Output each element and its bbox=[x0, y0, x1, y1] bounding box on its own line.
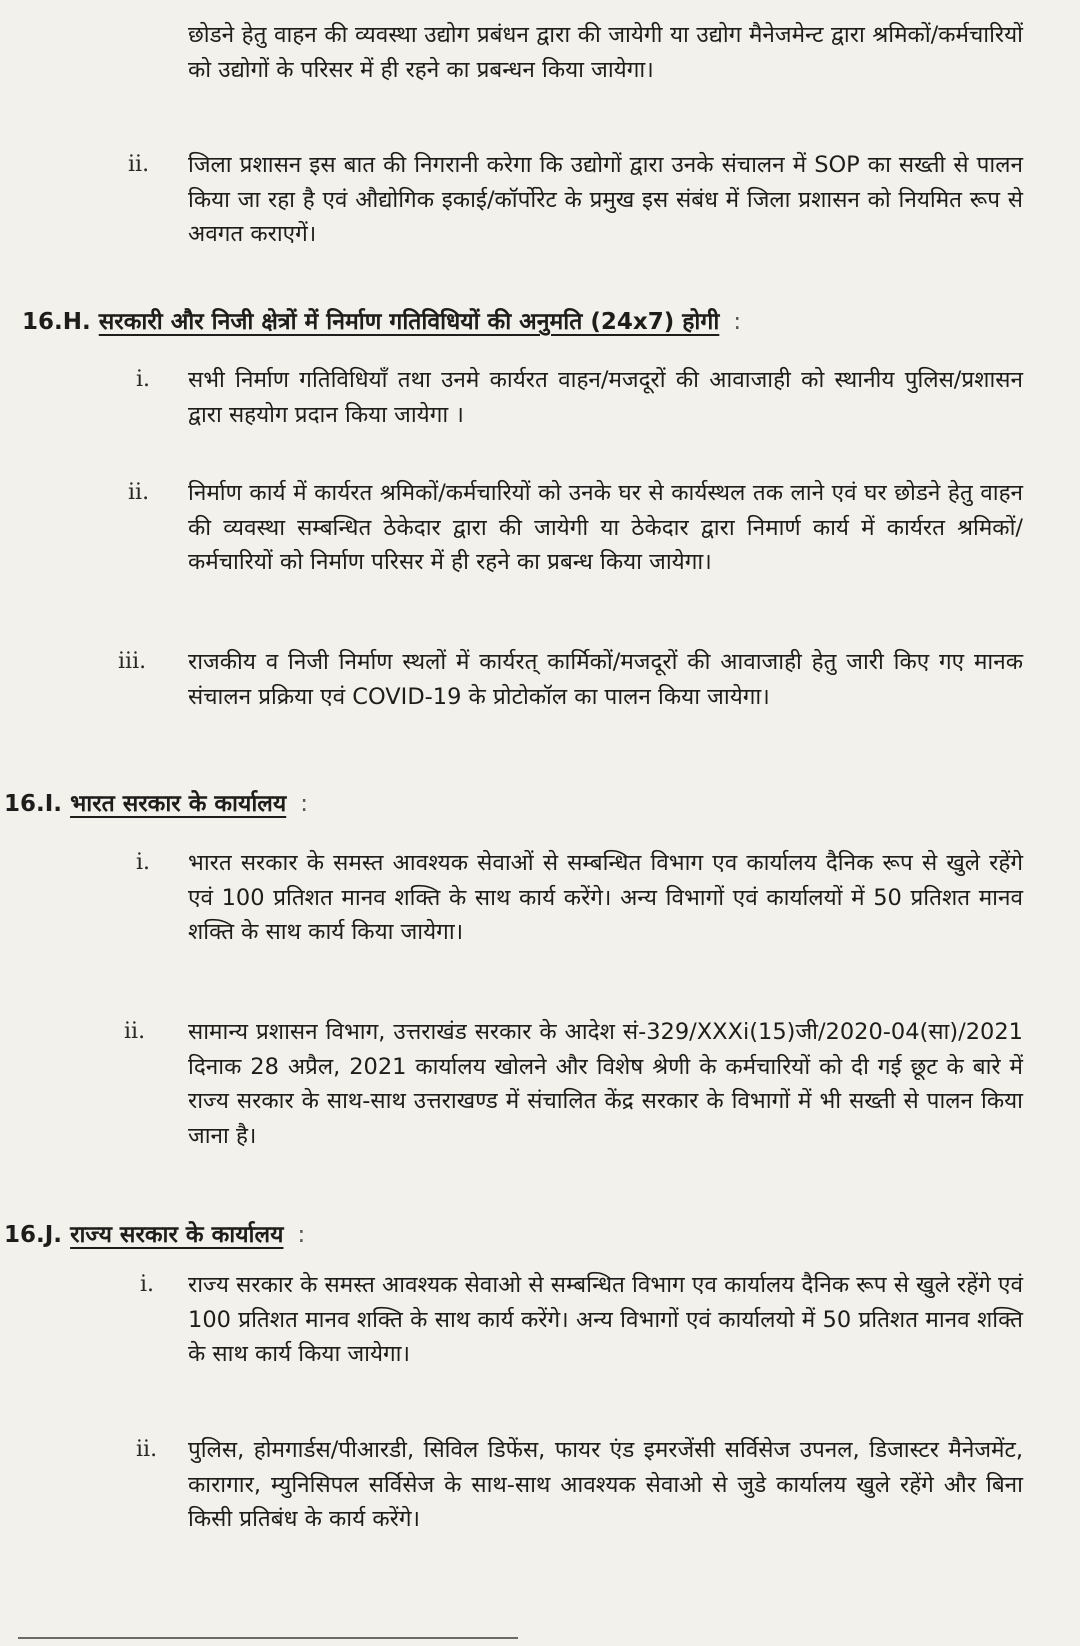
section-heading-16j bbox=[4, 1218, 305, 1252]
continued-paragraph: छोडने हेतु वाहन की व्यवस्था उद्योग प्रबंधन द्वारा की जायेगी या उद्योग मैनेजमेन्ट द्वारा श्रमिकों/कर्मचारियों को उद्योगों के परिसर में ही रहने का प्रबन्धन किया जायेगा। bbox=[188, 22, 1023, 83]
section-number: 16.J. bbox=[4, 1222, 63, 1248]
section-title: भारत सरकार के कार्यालय bbox=[70, 791, 287, 817]
section-heading-16i bbox=[4, 787, 308, 821]
item-number: i. bbox=[136, 850, 151, 875]
footer-rule bbox=[18, 1637, 518, 1639]
section-title: राज्य सरकार के कार्यालय bbox=[70, 1222, 284, 1248]
list-item-text: पुलिस, होमगार्डस/पीआरडी, सिविल डिफेंस, फायर एंड इमरजेंसी सर्विसेज उपनल, डिजास्टर मैनेजमेंट, कारागार, म्युनिसिपल सर्विसेज के साथ-साथ आवश्यक सेवाओ से जुडे कार्यालय खुले रहेंगे और बिना किसी प्रतिबंध के कार्य करेंगे। bbox=[188, 1437, 1023, 1532]
item-number: ii. bbox=[128, 480, 150, 505]
list-item-text: राजकीय व निजी निर्माण स्थलों में कार्यरत् कार्मिकों/मजदूरों की आवाजाही हेतु जारी किए गए मानक संचालन प्रक्रिया एवं COVID-19 के प्रोटोकॉल का पालन किया जायेगा। bbox=[188, 649, 1023, 710]
list-item-text: सामान्य प्रशासन विभाग, उत्तराखंड सरकार के आदेश सं-329/XXXi(15)जी/2020-04(सा)/2021 दिनाक 28 अप्रैल, 2021 कार्यालय खोलने और विशेष श्रेणी के कर्मचारियों को दी गई छूट के बारे में राज्य सरकार के साथ-साथ उत्तराखण्ड में संचालित केंद्र सरकार के विभागों में भी सख्ती से पालन किया जाना है। bbox=[188, 1019, 1023, 1149]
item-number: iii. bbox=[118, 649, 147, 674]
item-number: i. bbox=[140, 1272, 155, 1297]
section-heading-16h bbox=[22, 305, 741, 339]
item-number: ii. bbox=[136, 1437, 158, 1462]
item-number: i. bbox=[136, 367, 151, 392]
section-colon: : bbox=[300, 791, 308, 817]
section-colon: : bbox=[297, 1222, 306, 1248]
section-number: 16.H. bbox=[22, 309, 91, 335]
section-number: 16.I. bbox=[4, 791, 63, 817]
item-number: ii. bbox=[124, 1019, 146, 1044]
list-item-text: सभी निर्माण गतिविधियाँ तथा उनमे कार्यरत वाहन/मजदूरों की आवाजाही को स्थानीय पुलिस/प्रशासन द्वारा सहयोग प्रदान किया जायेगा । bbox=[188, 367, 1023, 428]
list-item-text: निर्माण कार्य में कार्यरत श्रमिकों/कर्मचारियों को उनके घर से कार्यस्थल तक लाने एवं घर छोडने हेतु वाहन की व्यवस्था सम्बन्धित ठेकेदार द्वारा की जायेगी या ठेकेदार द्वारा निमार्ण कार्य में कार्यरत श्रमिकों/कर्मचारियों को निर्माण परिसर में ही रहने का प्रबन्ध किया जायेगा। bbox=[188, 480, 1023, 575]
list-item-text: जिला प्रशासन इस बात की निगरानी करेगा कि उद्योगों द्वारा उनके संचालन में SOP का सख्ती से पालन किया जा रहा है एवं औद्योगिक इकाई/कॉर्पोरेट के प्रमुख इस संबंध में जिला प्रशासन को नियमित रूप से अवगत कराएगें। bbox=[188, 152, 1023, 247]
section-colon: : bbox=[733, 309, 742, 335]
item-number: ii. bbox=[128, 152, 150, 177]
list-item-text: भारत सरकार के समस्त आवश्यक सेवाओं से सम्बन्धित विभाग एव कार्यालय दैनिक रूप से खुले रहेंगे एवं 100 प्रतिशत मानव शक्ति के साथ कार्य करेंगे। अन्य विभागों एवं कार्यालयों में 50 प्रतिशत मानव शक्ति के साथ कार्य किया जायेगा। bbox=[188, 850, 1023, 945]
list-item-text: राज्य सरकार के समस्त आवश्यक सेवाओ से सम्बन्धित विभाग एव कार्यालय दैनिक रूप से खुले रहेंगे एवं 100 प्रतिशत मानव शक्ति के साथ कार्य करेंगे। अन्य विभागों एवं कार्यालयो में 50 प्रतिशत मानव शक्ति के साथ कार्य किया जायेगा। bbox=[188, 1272, 1023, 1367]
section-title: सरकारी और निजी क्षेत्रों में निर्माण गतिविधियों की अनुमति (24x7) होगी bbox=[98, 309, 720, 335]
